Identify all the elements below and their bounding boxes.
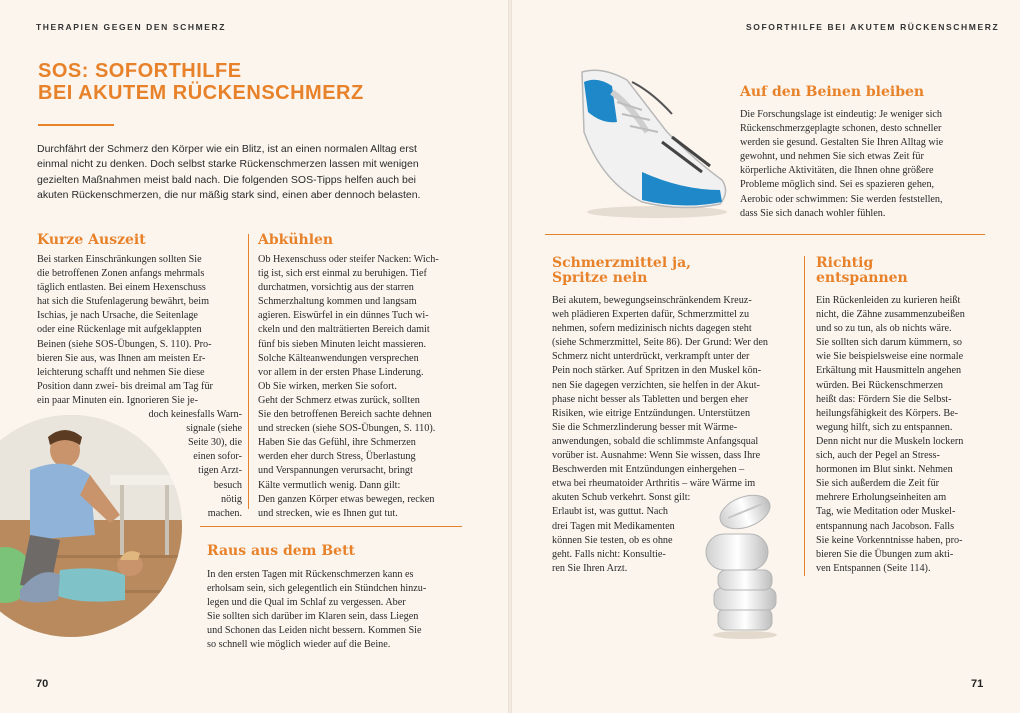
text-line: Rückenschmerzgeplagte schonen, desto schneller	[740, 123, 942, 135]
right-page-number: 71	[971, 678, 984, 690]
text-line: durchatmen, vorsichtig aus der starren	[258, 282, 414, 294]
text-line: können Sie testen, ob es ohne	[552, 534, 673, 546]
column-divider-right	[804, 256, 805, 576]
left-page-number: 70	[36, 678, 49, 690]
text-line: Die Forschungslage ist eindeutig: Je weniger sich	[740, 109, 943, 120]
text-line: einen sofor-	[193, 451, 242, 463]
text-line: Beinen (siehe SOS-Übungen, S. 110). Pro-	[37, 338, 212, 350]
text-line: akuten Rückenschmerzen, die nur mäßig stark sind, einen aber dennoch belasten.	[37, 189, 421, 202]
running-shoe-image	[572, 62, 732, 222]
text-line: Schmerz nicht unterdrückt, verkrampft unter der	[552, 351, 750, 363]
text-line: Seite 30), die	[187, 437, 242, 449]
text-line: täglich entlasten. Bei einem Hexenschuss	[37, 282, 206, 294]
text-line: Kälte vermutlich wenig. Dann gilt:	[258, 479, 401, 491]
text-line: Sie sollten sich darum kümmern, so	[816, 337, 963, 349]
text-raus-aus-dem-bett	[207, 568, 472, 653]
text-line: Sie sich außerdem die Zeit für	[816, 478, 940, 490]
text-richtig-entspannen	[816, 294, 996, 576]
text-line: die betroffenen Zonen anfangs mehrmals	[37, 268, 205, 280]
left-running-head: THERAPIEN GEGEN DEN SCHMERZ	[36, 22, 227, 32]
text-line: Haben Sie das Gefühl, ihre Schmerzen	[258, 437, 416, 449]
heading-schmerzmittel	[552, 256, 691, 286]
heading-abkuehlen: Abkühlen	[258, 232, 334, 248]
text-line: signale (siehe	[186, 423, 242, 435]
text-line: Aerobic oder schwimmen: Sie werden feststellen,	[740, 193, 943, 205]
text-line: einmal nicht zu denken. Doch selbst starke Rückenschmerzen lassen mit wenigen	[37, 158, 419, 171]
section-divider-right	[545, 234, 985, 235]
text-line: drei Tagen mit Medikamenten	[552, 520, 675, 532]
text-line: und strecken (siehe SOS-Übungen, S. 110).	[258, 423, 436, 435]
text-line: Geht der Schmerz etwas zurück, sollten	[258, 394, 420, 406]
heading-auf-den-beinen: Auf den Beinen bleiben	[740, 84, 925, 100]
text-line: hormonen im Blut sinkt. Nehmen	[816, 464, 953, 476]
book-gutter	[508, 0, 512, 713]
text-line: ein paar Minuten ein. Ignorieren Sie je-	[37, 394, 198, 406]
text-line: Position dann zwei- bis dreimal am Tag für	[37, 380, 213, 392]
text-line: ven Entspannen (Seite 114).	[816, 562, 931, 574]
text-line: Solche Kälteanwendungen versprechen	[258, 352, 419, 364]
text-line: nehmen, sofern medizinisch nichts dagegen steht	[552, 323, 752, 335]
text-line: phase nicht besser als Tabletten und bergen eher	[552, 393, 749, 405]
text-line: bieren Sie aus, was Ihnen am meisten Er-	[37, 352, 206, 364]
text-line: dass Sie sich danach wohler fühlen.	[740, 207, 886, 219]
text-line: leichterung schafft und nehmen Sie diese	[37, 366, 205, 378]
text-line: werden eher durch Stress, Überlastung	[258, 451, 416, 463]
text-line: Denn nicht nur die Muskeln lockern	[816, 435, 964, 447]
text-line: Sie die Schmerzlinderung besser mit Wärme-	[552, 421, 738, 433]
text-line: Ob Hexenschuss oder steifer Nacken: Wich-	[258, 254, 439, 265]
text-line: Risiken, wie eitrige Entzündungen. Unterstützen	[552, 407, 751, 419]
text-line: Beschwerden mit Entzündungen einhergehen –	[552, 464, 745, 476]
text-line: gewohnt, und nehmen Sie sich etwas Zeit für	[740, 151, 924, 163]
text-line: und so zu tun, als ob nichts wäre.	[816, 323, 952, 335]
page-title-line-2: BEI AKUTEM RÜCKENSCHMERZ	[38, 82, 364, 104]
text-line: nötig	[221, 493, 242, 505]
text-line: vorüber ist. Ausnahme: Wenn Sie wissen, dass Ihre	[552, 450, 761, 462]
text-line: oder eine Rückenlage mit aufgeklappten	[37, 324, 202, 336]
heading-schmerzmittel-line-1: Schmerzmittel ja,	[552, 255, 692, 271]
text-line: gezielten Maßnahmen meist bald nach. Die folgenden SOS-Tipps helfen auch bei	[37, 173, 416, 186]
text-line: agieren. Eiswürfel in ein dünnes Tuch wi-	[258, 310, 429, 322]
title-underline	[38, 124, 114, 126]
page-title-line-1: SOS: SOFORTHILFE	[38, 60, 242, 82]
text-line: Tag, wie Meditation oder Muskel-	[816, 506, 956, 518]
text-line: erholsam sein, sich gelegentlich ein Stündchen hinzu-	[207, 583, 427, 595]
text-line: Schmerzhaltung kommen und langsam	[258, 296, 417, 308]
text-line: Den ganzen Körper etwas bewegen, recken	[258, 493, 435, 505]
text-line: wegung hilft, sich zu entspannen.	[816, 421, 953, 433]
column-divider	[248, 234, 249, 509]
text-line: Erkältung mit Hausmitteln angehen	[816, 365, 962, 377]
text-line: Ischias, je nach Ursache, die Seitenlage	[37, 310, 198, 322]
text-line: werden sie gesund. Gestalten Sie Ihren Alltag wie	[740, 137, 944, 149]
text-line: nicht, die Zähne zusammenzubeißen	[816, 309, 965, 321]
heading-entspannen-line-1: Richtig	[816, 255, 874, 271]
text-line: mehrere Erholungseinheiten am	[816, 492, 947, 504]
text-line: tig ist, sich erst einmal zu beruhigen. Tief	[258, 268, 427, 280]
text-line: Probleme möglich sind. Sei es spazieren gehen,	[740, 179, 935, 191]
text-line: wie Sie beispielsweise eine normale	[816, 351, 964, 363]
right-running-head: SOFORTHILFE BEI AKUTEM RÜCKENSCHMERZ	[746, 22, 1000, 32]
text-auf-den-beinen	[740, 108, 990, 221]
text-line: weh plädieren Experten dafür, Schmerzmittel zu	[552, 309, 750, 321]
text-line: und strecken, wie es Ihnen gut tut.	[258, 507, 398, 519]
pill-stack-image	[700, 490, 790, 640]
text-line: hat sich die Stufenlagerung bewährt, beim	[37, 296, 210, 308]
text-line: heißt das: Fördern Sie die Selbst-	[816, 393, 952, 405]
text-line: doch keinesfalls Warn-	[148, 409, 242, 421]
text-line: tigen Arzt-	[198, 465, 242, 477]
text-line: (siehe Schmerzmittel, Seite 86). Der Grund: Wer den	[552, 337, 768, 349]
text-line: vor allem in der ersten Phase Linderung.	[258, 366, 424, 378]
text-line: anwendungen, sobald die schlimmste Anfangsqual	[552, 435, 759, 447]
text-line: akuten Schub verkehrt. Sonst gilt:	[552, 492, 691, 504]
text-line: legen und die Qual im Schlaf zu vergessen. Aber	[207, 597, 406, 609]
text-line: Sie keine Vorkenntnisse haben, pro-	[816, 534, 963, 546]
text-line: Ob Sie wirken, merken Sie sofort.	[258, 380, 397, 392]
text-line: In den ersten Tagen mit Rückenschmerzen kann es	[207, 569, 414, 580]
text-line: sich, auch der Pegel an Stress-	[816, 450, 940, 462]
heading-kurze-auszeit: Kurze Auszeit	[37, 232, 146, 248]
text-line: geht. Falls nicht: Konsultie-	[552, 548, 666, 560]
text-line: Sie sollten sich darüber im Klaren sein, dass Liegen	[207, 611, 419, 623]
text-line: Sie den betroffenen Bereich sachte dehnen	[258, 409, 432, 421]
text-line: bieren Sie die Übungen zum akti-	[816, 548, 954, 560]
text-line: körperliche Aktivitäten, die Ihnen ohne größere	[740, 165, 934, 177]
text-line: Bei akutem, bewegungseinschränkendem Kreuz-	[552, 295, 752, 306]
text-line: Ein Rückenleiden zu kurieren heißt	[816, 295, 961, 306]
text-line: Erlaubt ist, was guttut. Nach	[552, 506, 669, 518]
intro-paragraph	[37, 142, 462, 204]
text-line: entspannung nach Jacobson. Falls	[816, 520, 955, 532]
page-title	[38, 60, 458, 104]
section-divider	[200, 526, 462, 527]
text-abkuehlen	[258, 253, 468, 521]
text-line: würden. Bei Rückenschmerzen	[816, 379, 944, 391]
text-line: etwa bei rheumatoider Arthritis – wäre Wärme im	[552, 478, 756, 490]
text-line: machen.	[207, 507, 242, 519]
heading-schmerzmittel-line-2: Spritze nein	[552, 270, 648, 286]
heading-raus-aus-dem-bett: Raus aus dem Bett	[207, 543, 356, 559]
heading-entspannen-line-2: entspannen	[816, 270, 908, 286]
text-line: und Schonen das Leiden nicht bessern. Kommen Sie	[207, 625, 422, 637]
text-line: und Verspannungen verursacht, bringt	[258, 465, 413, 477]
text-line: ckeln und den malträtierten Bereich damit	[258, 324, 430, 336]
heading-richtig-entspannen	[816, 256, 908, 286]
text-line: Durchfährt der Schmerz den Körper wie ein Blitz, ist an einen normalen Alltag erst	[37, 143, 417, 155]
text-line: fünf bis sieben Minuten leicht massieren.	[258, 338, 427, 350]
text-line: nen Sie dagegen verzichten, sie helfen in der Akut-	[552, 379, 760, 391]
text-line: so schnell wie möglich wieder auf die Beine.	[207, 639, 391, 651]
text-line: ren Sie Ihren Arzt.	[552, 562, 628, 574]
text-line: Bei starken Einschränkungen sollten Sie	[37, 254, 202, 265]
text-line: Pein noch stärker. Auf Spritzen in den Muskel kön-	[552, 365, 762, 377]
text-line: heilungsfähigkeit des Körpers. Be-	[816, 407, 959, 419]
text-line: besuch	[213, 479, 242, 491]
